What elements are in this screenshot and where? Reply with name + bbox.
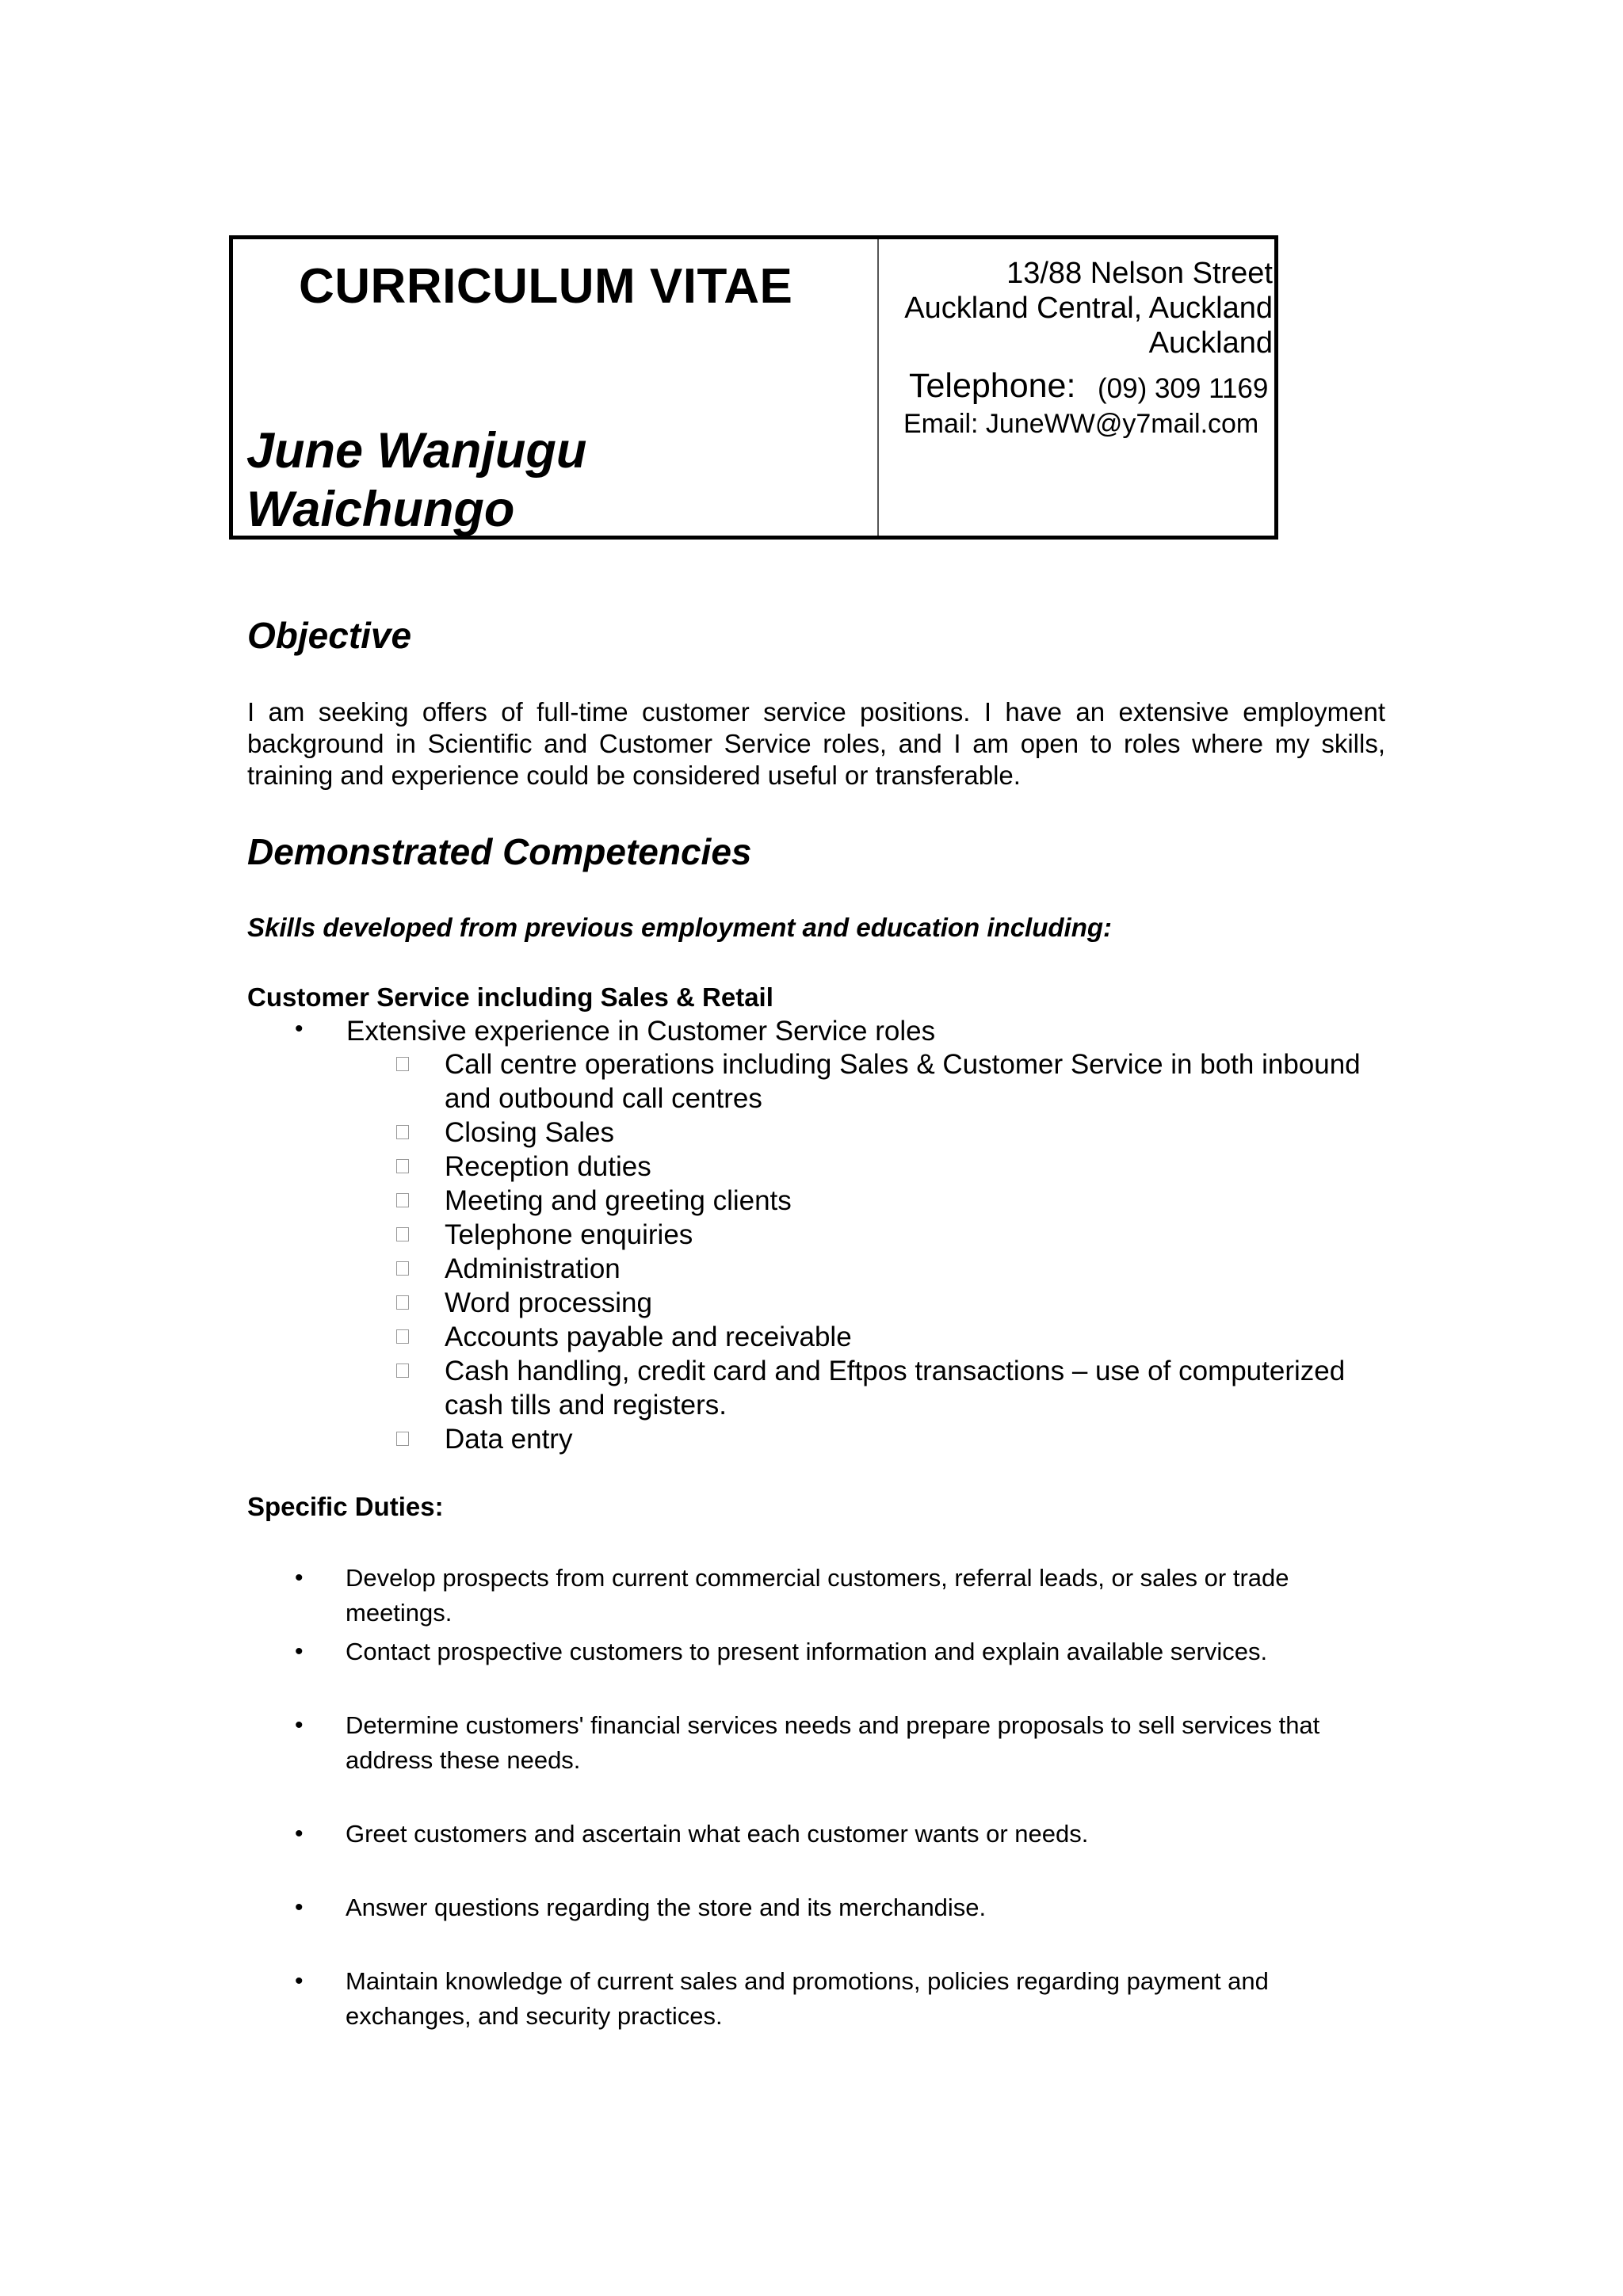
empty-box-icon xyxy=(396,1432,409,1446)
address-line-2: Auckland Central, Auckland xyxy=(904,292,1273,325)
list-item-text: Closing Sales xyxy=(445,1117,614,1148)
list-item xyxy=(392,1218,1383,1252)
email-line: Email: JuneWW@y7mail.com xyxy=(903,409,1259,439)
list-item-text: Data entry xyxy=(445,1424,573,1455)
list-item xyxy=(392,1116,1383,1150)
bullet-icon: • xyxy=(295,1821,304,1847)
empty-box-icon xyxy=(396,1057,409,1071)
telephone-label: Telephone: xyxy=(909,367,1076,405)
empty-box-icon xyxy=(396,1159,409,1173)
list-item xyxy=(392,1422,1383,1456)
skills-intro: Skills developed from previous employment and education including: xyxy=(247,913,1113,942)
list-item-text: Administration xyxy=(445,1253,621,1284)
bullet-icon: • xyxy=(295,1016,304,1042)
bullet-icon: • xyxy=(295,1565,304,1591)
empty-box-icon xyxy=(396,1193,409,1207)
empty-box-icon xyxy=(396,1363,409,1378)
list-item xyxy=(392,1354,1383,1422)
list-item xyxy=(392,1184,1383,1218)
list-item-text: Call centre operations including Sales & Customer Service in both inbound and outbound call centres xyxy=(445,1049,1361,1114)
duty-text: Contact prospective customers to present information and explain available services. xyxy=(346,1638,1268,1665)
objective-heading: Objective xyxy=(247,615,412,656)
list-item-text: Telephone enquiries xyxy=(445,1219,693,1250)
list-item-text: Meeting and greeting clients xyxy=(445,1185,792,1216)
empty-box-icon xyxy=(396,1125,409,1139)
list-item xyxy=(392,1252,1383,1286)
address-line-3: Auckland xyxy=(1148,326,1273,360)
empty-box-icon xyxy=(396,1295,409,1310)
objective-text: I am seeking offers of full-time customer service positions. I have an extensive employment background in Scientific and Customer Service roles, and I am open to roles where my skills, training and experience could be considered useful or transferable. xyxy=(247,697,1385,790)
list-item-text: Cash handling, credit card and Eftpos transactions – use of computerized cash tills and registers. xyxy=(445,1356,1346,1421)
list-item-text: Word processing xyxy=(445,1287,652,1318)
address-line-1: 13/88 Nelson Street xyxy=(1006,257,1273,290)
header-divider xyxy=(877,239,879,536)
customer-service-heading: Customer Service including Sales & Retail xyxy=(247,982,773,1012)
empty-box-icon xyxy=(396,1261,409,1276)
list-item xyxy=(392,1047,1383,1116)
bullet-icon: • xyxy=(295,1638,304,1665)
duty-item xyxy=(295,1817,1373,1852)
list-item-text: Reception duties xyxy=(445,1151,651,1182)
duty-item xyxy=(295,1634,1373,1669)
bullet-icon: • xyxy=(295,1968,304,1994)
empty-box-icon xyxy=(396,1227,409,1241)
duty-item xyxy=(295,1708,1373,1778)
list-item xyxy=(392,1150,1383,1184)
header-box xyxy=(229,235,1278,540)
bullet-icon: • xyxy=(295,1712,304,1738)
candidate-name xyxy=(246,421,586,539)
main-bullet-text: Extensive experience in Customer Service roles xyxy=(346,1016,936,1047)
bullet-icon: • xyxy=(295,1894,304,1920)
list-item xyxy=(392,1320,1383,1354)
duty-text: Determine customers' financial services needs and prepare proposals to sell services that address these needs. xyxy=(346,1711,1320,1774)
telephone-value: (09) 309 1169 xyxy=(1098,373,1269,404)
name-line-2: Waichungo xyxy=(246,482,515,537)
duty-text: Maintain knowledge of current sales and promotions, policies regarding payment and exchanges, and security practices. xyxy=(346,1967,1269,2030)
duty-item xyxy=(295,1964,1373,2034)
duty-item xyxy=(295,1890,1373,1925)
list-item xyxy=(392,1286,1383,1320)
duty-text: Answer questions regarding the store and its merchandise. xyxy=(346,1894,987,1921)
customer-service-sub-list xyxy=(392,1047,1383,1456)
duty-text: Greet customers and ascertain what each customer wants or needs. xyxy=(346,1820,1089,1848)
specific-duties-heading: Specific Duties: xyxy=(247,1492,444,1521)
competencies-heading: Demonstrated Competencies xyxy=(247,831,752,872)
cv-title: CURRICULUM VITAE xyxy=(299,259,793,314)
empty-box-icon xyxy=(396,1329,409,1344)
name-line-1: June Wanjugu xyxy=(246,423,587,479)
list-item-text: Accounts payable and receivable xyxy=(445,1322,852,1352)
duty-text: Develop prospects from current commercial customers, referral leads, or sales or trade meetings. xyxy=(346,1564,1289,1627)
duty-item xyxy=(295,1561,1373,1630)
